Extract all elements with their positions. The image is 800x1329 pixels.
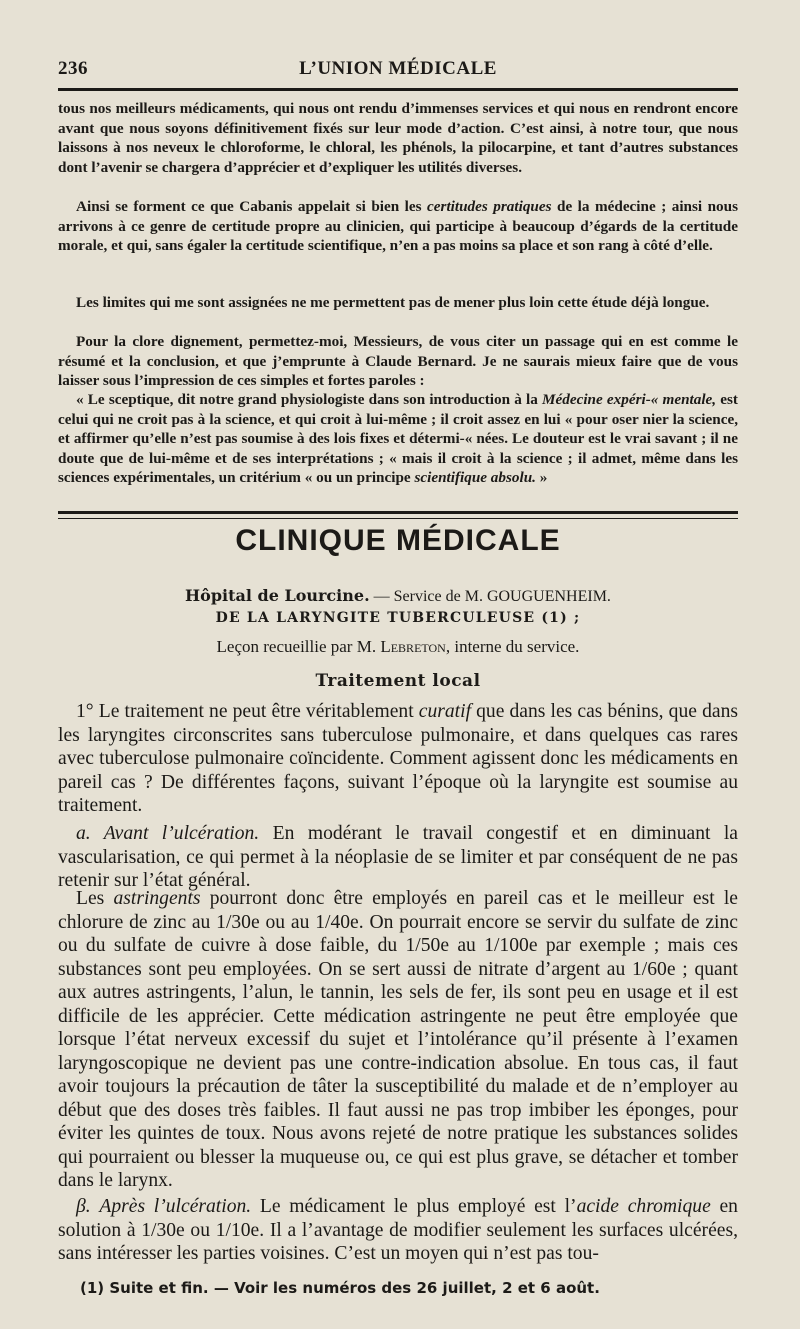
- emphasis-text: astringents: [113, 888, 201, 909]
- paragraph-limites: [58, 293, 738, 313]
- emphasis-text: a. Avant l’ulcération.: [76, 823, 260, 844]
- paragraph-traitement: [58, 700, 738, 818]
- page-header: [58, 58, 738, 82]
- emphasis-text: scientifique absolu.: [414, 469, 536, 486]
- paragraph-avant-ulceration: [58, 822, 738, 893]
- paragraph-cabanis: [58, 197, 738, 256]
- paragraph-apres-ulceration: [58, 1195, 738, 1266]
- reporter-line: [58, 637, 738, 657]
- hospital-service: — Service de M. GOUGUENHEIM.: [369, 588, 611, 605]
- paragraph-claude-bernard: [58, 332, 738, 391]
- hospital-line: [58, 586, 738, 606]
- paragraph-text: Le médicament le plus employé est l’: [251, 1196, 577, 1217]
- lesson-topic: DE LA LARYNGITE TUBERCULEUSE (1) ;: [215, 610, 581, 626]
- emphasis-text: Médecine expéri-« mentale,: [542, 391, 717, 408]
- section-rule: [58, 511, 738, 519]
- paragraph-text: 1° Le traitement ne peut être véritablement: [76, 701, 419, 722]
- reporter-name: Lebreton: [380, 637, 446, 656]
- reporter-text: Leçon recueillie par M.: [216, 637, 381, 656]
- quote-text: « Le sceptique, dit notre grand physiologiste dans son introduction à la: [76, 391, 542, 408]
- emphasis-text: certitudes pratiques: [427, 198, 552, 215]
- paragraph-text: Les limites qui me sont assignées ne me permettent pas de mener plus loin cette étude déjà longue.: [76, 294, 710, 311]
- subheading: Traitement local: [315, 671, 481, 691]
- paragraph-text: de la médecine ; ainsi nous arrivons à ce genre de certitude propre au clinicien, qui participe à beaucoup d’égards de la certitude morale, et qui, sans égaler la certitude scientifique, n’en a pas moins sa place et son rang à côté d’elle.: [58, 198, 739, 254]
- paragraph-text: Les: [76, 888, 114, 909]
- running-title: L’UNION MÉDICALE: [299, 58, 497, 79]
- header-rule: [58, 88, 738, 91]
- paragraph-astringents: [58, 887, 738, 1193]
- page-number: 236: [58, 58, 88, 79]
- footnote: (1) Suite et fin. — Voir les numéros des 26 juillet, 2 et 6 août.: [80, 1279, 600, 1297]
- section-title: CLINIQUE MÉDICALE: [235, 524, 561, 557]
- reporter-text: , interne du service.: [445, 637, 580, 656]
- hospital-name: Hôpital de Lourcine.: [185, 586, 370, 605]
- quote-block: [58, 390, 738, 488]
- emphasis-text: β. Après l’ulcération.: [76, 1196, 252, 1217]
- paragraph-text: Pour la clore dignement, permettez-moi, Messieurs, de vous citer un passage qui en est comme le résumé et la conclusion, et que j’emprunte à Claude Bernard. Je ne saurais mieux faire que de vous laisser sous l’impression de ces simples et fortes paroles :: [58, 333, 738, 389]
- emphasis-text: curatif: [418, 701, 472, 722]
- emphasis-text: acide chromique: [576, 1196, 711, 1217]
- paragraph-text: tous nos meilleurs médicaments, qui nous ont rendu d’immenses services et qui nous en rendront encore avant que nous soyons définitivement fixés sur leur mode d’action. C’est ainsi, à notre tour, que nous laissons à nos neveux le chloroforme, le chloral, les phénols, la pilocarpine, et tant d’autres substances dont l’avenir se chargera d’apprécier et d’expliquer les utilités diverses.: [58, 100, 738, 176]
- paragraph-text: Ainsi se forment ce que Cabanis appelait si bien les: [76, 198, 428, 215]
- paragraph-text: En modérant le travail congestif et en diminuant la vascularisation, ce qui permet à la néoplasie de se limiter et par conséquent de ne pas retenir sur l’état général.: [58, 823, 738, 891]
- quote-text: »: [535, 469, 548, 486]
- paragraph-medicaments: [58, 99, 738, 177]
- paragraph-text: que dans les cas bénins, que dans les laryngites circonscrites sans tuberculose pulmonaire, et dans quelques cas rares avec tuberculose pulmonaire coïncidente. Comment agissent donc les médicaments en pareil cas ? De différentes façons, suivant l’époque où la laryngite est soumise au traitement.: [58, 701, 738, 816]
- paragraph-text: pourront donc être employés en pareil cas et le meilleur est le chlorure de zinc au 1/30e ou au 1/40e. On pourrait encore se servir du sulfate de zinc ou du sulfate de cuivre à dose faible, du 1/50e au 1/100e par exemple ; mais ces substances sont peu employées. On se sert aussi de nitrate d’argent au 1/60e ; quant aux autres astringents, l’alun, le tannin, les sels de fer, ils sont peu en usage et il est difficile de les apprécier. Cette médication astringente ne peut être employée que lorsque l’état nerveux excessif du sujet et l’intolérance qu’il présente à l’examen laryngoscopique ne devient pas une contre-indication absolue. En tous cas, il faut avoir toujours la précaution de tâter la susceptibilité du malade et de n’employer au début que des doses très faibles. Il faut aussi ne pas trop imbiber les éponges, pour éviter les quintes de toux. Nous avons rejeté de notre pratique les substances solides qui pourraient ou blesser la muqueuse ou, ce qui est plus grave, se détacher et tomber dans le larynx.: [58, 888, 738, 1191]
- quote-text: est celui qui ne croit pas à la science, et qui croit à lui-même ; il croit assez en lui « pour oser nier la science, et affirmer qu’elle n’est pas soumise à des lois fixes et détermi-« nées. Le douteur est le vrai savant ; il ne doute que de lui-même et de ses interprétations ; « mais il croit à la science ; il admet, même dans les sciences expérimentales, un critérium « ou un principe: [58, 391, 738, 486]
- paragraph-text: en solution à 1/30e ou 1/10e. Il a l’avantage de modifier seulement les surfaces ulcérées, sans intéresser les parties voisines. C’est un moyen qui n’est pas tou-: [58, 1196, 738, 1264]
